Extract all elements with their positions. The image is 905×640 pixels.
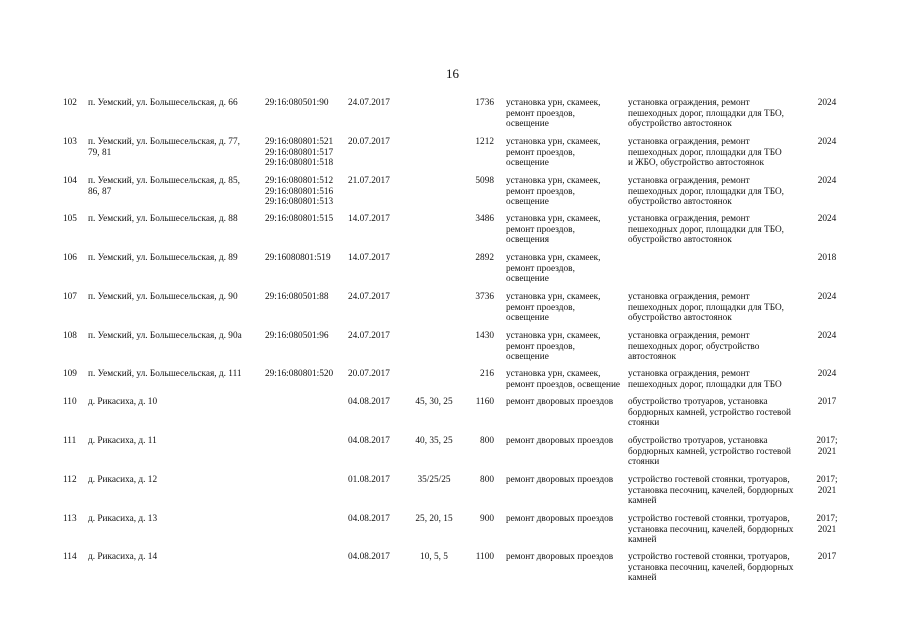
minimum-works-cell-line: ремонт проездов, [506, 224, 575, 235]
year-cell [810, 253, 844, 264]
page-number: 16 [446, 66, 459, 81]
cadastral-number-cell-line: 29:16:080501:88 [265, 292, 329, 302]
year-cell [810, 397, 844, 408]
minimum-works-cell-line: ремонт проездов, [506, 186, 575, 197]
cadastral-number-cell-line: 29:16:080801:521 [265, 137, 334, 147]
percent-values-cell: 40, 35, 25 [415, 436, 453, 446]
additional-works-cell-line: пешеходных дорог, площадки для ТБО, [628, 108, 785, 119]
area-cell: 2892 [475, 253, 494, 263]
address-cell [88, 436, 260, 447]
minimum-works-cell-line: ремонт дворовых проездов [506, 397, 614, 407]
address-cell [88, 292, 260, 303]
additional-works-cell-line: установка песочниц, качелей, бордюрных [628, 562, 794, 573]
address-cell [88, 253, 260, 264]
minimum-works-cell-line: ремонт проездов, [506, 147, 575, 158]
area-cell: 5098 [475, 176, 494, 186]
address-cell-line: п. Уемский, ул. Большесельская, д. 90а [88, 331, 242, 341]
cadastral-number-cell-line: 29:16:080801:513 [265, 197, 334, 208]
minimum-works-cell-line: освещение [506, 158, 549, 169]
additional-works-cell-line: пешеходных дорог, площадки для ТБО [628, 379, 782, 390]
additional-works-cell-line: стоянки [628, 457, 660, 468]
additional-works-cell [628, 369, 806, 390]
cadastral-number-cell-line: 29:16:080801:515 [265, 214, 334, 224]
date-cell: 24.07.2017 [348, 331, 390, 341]
minimum-works-cell-line: ремонт проездов, освещение [506, 379, 621, 390]
year-cell [810, 514, 844, 535]
row-number: 108 [63, 331, 77, 341]
row-number: 110 [63, 397, 77, 407]
row-number: 109 [63, 369, 77, 379]
year-cell-line: 2024 [817, 331, 837, 341]
address-cell-line: п. Уемский, ул. Большесельская, д. 90 [88, 292, 238, 302]
minimum-works-cell [506, 137, 628, 169]
year-cell-line: 2017; [816, 436, 838, 446]
date-cell: 04.08.2017 [348, 397, 390, 407]
additional-works-cell-line: устройство гостевой стоянки, тротуаров, [628, 514, 790, 524]
additional-works-cell-line: камней [628, 496, 657, 507]
cadastral-number-cell [265, 369, 347, 380]
area-cell: 800 [480, 475, 494, 485]
minimum-works-cell [506, 292, 628, 324]
date-cell: 04.08.2017 [348, 552, 390, 562]
row-number: 113 [63, 514, 77, 524]
year-cell-line: 2017 [817, 552, 837, 562]
percent-values-cell: 45, 30, 25 [415, 397, 453, 407]
additional-works-cell-line: устройство гостевой стоянки, тротуаров, [628, 475, 790, 485]
minimum-works-cell-line: ремонт проездов, [506, 108, 575, 119]
year-cell-line: 2024 [817, 176, 837, 186]
additional-works-cell [628, 214, 806, 246]
additional-works-cell [628, 331, 806, 363]
cadastral-number-cell-line: 29:16:080501:96 [265, 331, 329, 341]
address-cell-line: п. Уемский, ул. Большесельская, д. 77, [88, 137, 240, 147]
area-cell: 1736 [475, 98, 494, 108]
year-cell-line: 2024 [817, 292, 837, 302]
address-cell-line: 79, 81 [88, 147, 112, 158]
additional-works-cell [628, 292, 806, 324]
year-cell [810, 98, 844, 109]
year-cell-line: 2024 [817, 137, 837, 147]
year-cell-line: 2017; [816, 514, 838, 524]
additional-works-cell-line: обустройство автостоянок [628, 197, 732, 208]
additional-works-cell-line: и ЖБО, обустройство автостоянок [628, 158, 765, 169]
address-cell [88, 397, 260, 408]
date-cell: 20.07.2017 [348, 369, 390, 379]
additional-works-cell [628, 436, 806, 468]
cadastral-number-cell-line: 29:16:080801:518 [265, 158, 334, 169]
year-cell [810, 552, 844, 563]
date-cell: 24.07.2017 [348, 98, 390, 108]
minimum-works-cell-line: освещение [506, 313, 549, 324]
minimum-works-cell [506, 552, 628, 563]
minimum-works-cell-line: установка урн, скамеек, [506, 253, 601, 263]
cadastral-number-cell [265, 253, 347, 264]
cadastral-number-cell-line: 29:16:080801:516 [265, 186, 334, 197]
minimum-works-cell-line: освещения [506, 235, 549, 246]
minimum-works-cell [506, 98, 628, 130]
additional-works-cell [628, 552, 806, 584]
minimum-works-cell-line: установка урн, скамеек, [506, 369, 601, 379]
minimum-works-cell [506, 253, 628, 285]
minimum-works-cell-line: освещение [506, 352, 549, 363]
additional-works-cell [628, 176, 806, 208]
additional-works-cell-line: пешеходных дорог, обустройство [628, 341, 760, 352]
additional-works-cell [628, 137, 806, 169]
row-number: 104 [63, 176, 77, 186]
address-cell-line: д. Рикасиха, д. 13 [88, 514, 158, 524]
cadastral-number-cell [265, 176, 347, 208]
minimum-works-cell-line: установка урн, скамеек, [506, 176, 601, 186]
area-cell: 900 [480, 514, 494, 524]
cadastral-number-cell-line: 29:16:080501:90 [265, 98, 329, 108]
additional-works-cell-line: установка ограждения, ремонт [628, 137, 750, 147]
year-cell [810, 331, 844, 342]
year-cell-line: 2017; [816, 475, 838, 485]
additional-works-cell [628, 475, 806, 507]
date-cell: 14.07.2017 [348, 214, 390, 224]
address-cell-line: п. Уемский, ул. Большесельская, д. 89 [88, 253, 238, 263]
date-cell: 24.07.2017 [348, 292, 390, 302]
cadastral-number-cell-line: 29:16:080801:520 [265, 369, 334, 379]
row-number: 112 [63, 475, 77, 485]
minimum-works-cell-line: установка урн, скамеек, [506, 137, 601, 147]
additional-works-cell-line: установка ограждения, ремонт [628, 369, 750, 379]
minimum-works-cell-line: ремонт дворовых проездов [506, 552, 614, 562]
additional-works-cell-line: бордюрных камней, устройство гостевой [628, 446, 791, 457]
year-cell-line: 2017 [817, 397, 837, 407]
minimum-works-cell-line: установка урн, скамеек, [506, 214, 601, 224]
minimum-works-cell-line: ремонт дворовых проездов [506, 475, 614, 485]
address-cell-line: д. Рикасиха, д. 10 [88, 397, 158, 407]
additional-works-cell-line: установка песочниц, качелей, бордюрных [628, 485, 794, 496]
area-cell: 1212 [475, 137, 494, 147]
area-cell: 1430 [475, 331, 494, 341]
minimum-works-cell [506, 436, 628, 447]
year-cell [810, 292, 844, 303]
minimum-works-cell [506, 397, 628, 408]
year-cell [810, 475, 844, 496]
address-cell [88, 331, 260, 342]
additional-works-cell [628, 514, 806, 546]
additional-works-cell [628, 98, 806, 130]
minimum-works-cell-line: ремонт дворовых проездов [506, 436, 614, 446]
row-number: 111 [63, 436, 77, 446]
date-cell: 20.07.2017 [348, 137, 390, 147]
cadastral-number-cell [265, 331, 347, 342]
area-cell: 1160 [475, 397, 494, 407]
minimum-works-cell-line: установка урн, скамеек, [506, 292, 601, 302]
minimum-works-cell-line: освещение [506, 197, 549, 208]
additional-works-cell-line: установка ограждения, ремонт [628, 292, 750, 302]
percent-values-cell: 35/25/25 [417, 475, 451, 485]
minimum-works-cell [506, 514, 628, 525]
row-number: 106 [63, 253, 77, 263]
minimum-works-cell [506, 331, 628, 363]
additional-works-cell-line: устройство гостевой стоянки, тротуаров, [628, 552, 790, 562]
cadastral-number-cell-line: 29:16:080801:512 [265, 176, 334, 186]
additional-works-cell-line: стоянки [628, 418, 660, 429]
year-cell-line: 2021 [817, 446, 837, 457]
year-cell [810, 369, 844, 380]
row-number: 107 [63, 292, 77, 302]
minimum-works-cell-line: установка урн, скамеек, [506, 98, 601, 108]
year-cell-line: 2018 [817, 253, 837, 263]
year-cell-line: 2024 [817, 369, 837, 379]
row-number: 102 [63, 98, 77, 108]
date-cell: 21.07.2017 [348, 176, 390, 186]
row-number: 103 [63, 137, 77, 147]
additional-works-cell-line: установка песочниц, качелей, бордюрных [628, 524, 794, 535]
cadastral-number-cell [265, 137, 347, 169]
year-cell [810, 214, 844, 225]
address-cell-line: 86, 87 [88, 186, 112, 197]
additional-works-cell-line: обустройство автостоянок [628, 313, 732, 324]
area-cell: 3486 [475, 214, 494, 224]
year-cell-line: 2021 [817, 524, 837, 535]
additional-works-cell-line: пешеходных дорог, площадки для ТБО, [628, 302, 785, 313]
additional-works-cell-line: пешеходных дорог, площадки для ТБО, [628, 186, 785, 197]
additional-works-cell-line: бордюрных камней, устройство гостевой [628, 407, 791, 418]
percent-values-cell: 10, 5, 5 [420, 552, 448, 562]
additional-works-cell-line: установка ограждения, ремонт [628, 176, 750, 186]
area-cell: 800 [480, 436, 494, 446]
additional-works-cell-line: обустройство тротуаров, установка [628, 436, 768, 446]
year-cell-line: 2021 [817, 485, 837, 496]
cadastral-number-cell-line: 29:16080801:519 [265, 253, 331, 263]
additional-works-cell-line: установка ограждения, ремонт [628, 98, 750, 108]
date-cell: 01.08.2017 [348, 475, 390, 485]
area-cell: 3736 [475, 292, 494, 302]
minimum-works-cell [506, 475, 628, 486]
minimum-works-cell-line: освещение [506, 119, 549, 130]
address-cell-line: д. Рикасиха, д. 12 [88, 475, 158, 485]
additional-works-cell-line: установка ограждения, ремонт [628, 331, 750, 341]
address-cell [88, 475, 260, 486]
minimum-works-cell [506, 214, 628, 246]
additional-works-cell-line: обустройство автостоянок [628, 235, 732, 246]
additional-works-cell-line: камней [628, 535, 657, 546]
year-cell-line: 2024 [817, 214, 837, 224]
area-cell: 216 [480, 369, 494, 379]
minimum-works-cell [506, 369, 628, 390]
address-cell [88, 514, 260, 525]
address-cell-line: п. Уемский, ул. Большесельская, д. 66 [88, 98, 238, 108]
address-cell-line: п. Уемский, ул. Большесельская, д. 111 [88, 369, 242, 379]
minimum-works-cell-line: ремонт проездов, [506, 341, 575, 352]
additional-works-cell-line: установка ограждения, ремонт [628, 214, 750, 224]
additional-works-cell-line: пешеходных дорог, площадки для ТБО [628, 147, 782, 158]
minimum-works-cell-line: установка урн, скамеек, [506, 331, 601, 341]
address-cell [88, 137, 260, 158]
additional-works-cell-line: обустройство тротуаров, установка [628, 397, 768, 407]
year-cell [810, 176, 844, 187]
minimum-works-cell [506, 176, 628, 208]
additional-works-cell-line: обустройство автостоянок [628, 119, 732, 130]
address-cell [88, 214, 260, 225]
address-cell-line: д. Рикасиха, д. 11 [88, 436, 157, 446]
year-cell-line: 2024 [817, 98, 837, 108]
additional-works-cell-line: камней [628, 573, 657, 584]
additional-works-cell-line: пешеходных дорог, площадки для ТБО, [628, 224, 785, 235]
row-number: 114 [63, 552, 77, 562]
minimum-works-cell-line: ремонт проездов, [506, 263, 575, 274]
additional-works-cell [628, 397, 806, 429]
address-cell [88, 98, 260, 109]
date-cell: 04.08.2017 [348, 436, 390, 446]
year-cell [810, 137, 844, 148]
address-cell [88, 552, 260, 563]
cadastral-number-cell [265, 214, 347, 225]
cadastral-number-cell [265, 292, 347, 303]
minimum-works-cell-line: ремонт дворовых проездов [506, 514, 614, 524]
date-cell: 04.08.2017 [348, 514, 390, 524]
cadastral-number-cell-line: 29:16:080801:517 [265, 147, 334, 158]
area-cell: 1100 [475, 552, 494, 562]
address-cell [88, 369, 260, 380]
year-cell [810, 436, 844, 457]
row-number: 105 [63, 214, 77, 224]
address-cell-line: п. Уемский, ул. Большесельская, д. 88 [88, 214, 238, 224]
percent-values-cell: 25, 20, 15 [415, 514, 453, 524]
minimum-works-cell-line: освещение [506, 274, 549, 285]
date-cell: 14.07.2017 [348, 253, 390, 263]
cadastral-number-cell [265, 98, 347, 109]
address-cell-line: п. Уемский, ул. Большесельская, д. 85, [88, 176, 240, 186]
address-cell-line: д. Рикасиха, д. 14 [88, 552, 158, 562]
minimum-works-cell-line: ремонт проездов, [506, 302, 575, 313]
additional-works-cell-line: автостоянок [628, 352, 677, 363]
address-cell [88, 176, 260, 197]
